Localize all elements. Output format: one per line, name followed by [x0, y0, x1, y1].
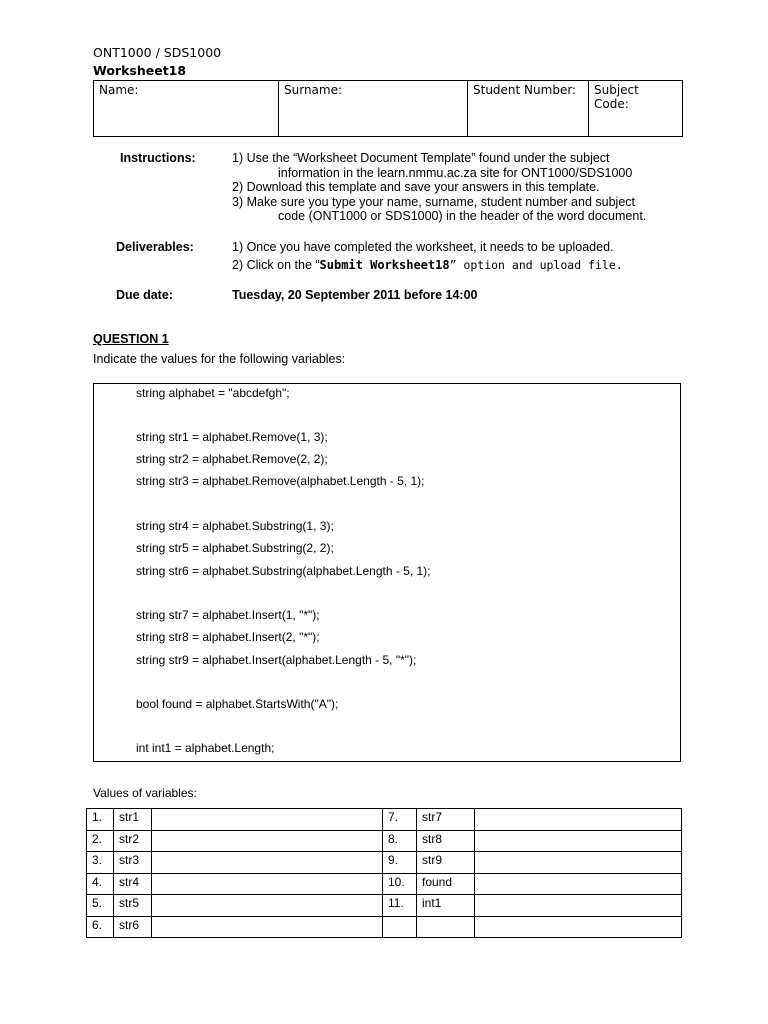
answer-cell[interactable]	[475, 916, 682, 938]
variable-name: str4	[114, 873, 152, 895]
surname-label: Surname:	[284, 83, 343, 97]
variable-name: str2	[114, 830, 152, 852]
variable-name: int1	[417, 895, 475, 917]
table-row	[87, 830, 682, 852]
subject-code-cell[interactable]	[589, 81, 683, 137]
row-number: 11.	[383, 895, 417, 917]
code-line: string str2 = alphabet.Remove(2, 2);	[136, 452, 328, 466]
table-row	[87, 852, 682, 874]
variable-name: str7	[417, 809, 475, 831]
instruction-1b: information in the learn.nmmu.ac.za site for ONT1000/SDS1000	[278, 165, 633, 180]
table-row	[87, 809, 682, 831]
code-line: string str5 = alphabet.Substring(2, 2);	[136, 541, 334, 555]
worksheet-title: Worksheet18	[93, 63, 187, 78]
row-number: 9.	[383, 852, 417, 874]
deliverable-2-post: ” option and upload file.	[449, 257, 623, 272]
name-cell[interactable]	[94, 81, 279, 137]
deliverables-list	[232, 240, 623, 272]
values-title: Values of variables:	[93, 786, 197, 800]
answer-cell[interactable]	[152, 895, 383, 917]
deliverable-1: 1) Once you have completed the worksheet, it needs to be uploaded.	[232, 240, 614, 254]
deliverable-2-pre: 2) Click on the “	[232, 257, 320, 272]
question-intro: Indicate the values for the following variables:	[93, 352, 346, 366]
answer-cell[interactable]	[475, 852, 682, 874]
row-number: 3.	[87, 852, 114, 874]
instruction-3a: 3) Make sure you type your name, surname, student number and subject	[232, 194, 635, 209]
code-line: string str9 = alphabet.Insert(alphabet.Length - 5, "*");	[136, 653, 417, 667]
deliverables-label: Deliverables:	[116, 240, 194, 254]
student-number-label: Student Number:	[473, 83, 577, 97]
code-box	[93, 383, 681, 762]
variable-name: str1	[114, 809, 152, 831]
variable-name: str6	[114, 916, 152, 938]
table-row	[87, 895, 682, 917]
deliverable-2	[232, 258, 623, 273]
code-line: bool found = alphabet.StartsWith("A");	[136, 697, 339, 711]
variable-name	[417, 916, 475, 938]
variable-name: str8	[417, 830, 475, 852]
row-number: 10.	[383, 873, 417, 895]
answer-cell[interactable]	[152, 852, 383, 874]
code-line: string alphabet = "abcdefgh";	[136, 386, 290, 400]
instructions-label: Instructions:	[120, 151, 196, 165]
row-number: 4.	[87, 873, 114, 895]
row-number: 8.	[383, 830, 417, 852]
answer-cell[interactable]	[475, 830, 682, 852]
student-info-table	[93, 80, 683, 137]
table-row	[87, 873, 682, 895]
table-row	[87, 916, 682, 938]
answer-cell[interactable]	[152, 830, 383, 852]
course-code: ONT1000 / SDS1000	[93, 45, 222, 60]
instructions-list	[232, 151, 646, 224]
due-date-value: Tuesday, 20 September 2011 before 14:00	[232, 288, 478, 302]
student-number-cell[interactable]	[468, 81, 589, 137]
row-number: 7.	[383, 809, 417, 831]
variable-name: found	[417, 873, 475, 895]
submit-worksheet-link-text: Submit Worksheet18	[319, 257, 450, 272]
surname-cell[interactable]	[279, 81, 468, 137]
code-line: string str3 = alphabet.Remove(alphabet.Length - 5, 1);	[136, 474, 425, 488]
subject-code-label: Subject Code:	[594, 83, 639, 111]
row-number: 6.	[87, 916, 114, 938]
code-line: string str7 = alphabet.Insert(1, "*");	[136, 608, 320, 622]
code-line: string str1 = alphabet.Remove(1, 3);	[136, 430, 328, 444]
code-line: string str8 = alphabet.Insert(2, "*");	[136, 630, 320, 644]
code-line: string str4 = alphabet.Substring(1, 3);	[136, 519, 334, 533]
due-date-label: Due date:	[116, 288, 173, 302]
name-label: Name:	[99, 83, 139, 97]
answer-cell[interactable]	[152, 809, 383, 831]
variable-name: str3	[114, 852, 152, 874]
answer-cell[interactable]	[152, 916, 383, 938]
question-title: QUESTION 1	[93, 332, 169, 346]
answer-cell[interactable]	[152, 873, 383, 895]
row-number: 1.	[87, 809, 114, 831]
variable-name: str5	[114, 895, 152, 917]
variable-name: str9	[417, 852, 475, 874]
code-line: int int1 = alphabet.Length;	[136, 741, 275, 755]
instruction-1a: 1) Use the “Worksheet Document Template” found under the subject	[232, 151, 610, 165]
answer-cell[interactable]	[475, 809, 682, 831]
answer-cell[interactable]	[475, 895, 682, 917]
answer-cell[interactable]	[475, 873, 682, 895]
code-line: string str6 = alphabet.Substring(alphabet.Length - 5, 1);	[136, 564, 431, 578]
instruction-3b: code (ONT1000 or SDS1000) in the header of the word document.	[278, 209, 647, 223]
instruction-2: 2) Download this template and save your answers in this template.	[232, 180, 600, 194]
values-table	[86, 808, 682, 938]
row-number: 5.	[87, 895, 114, 917]
row-number: 2.	[87, 830, 114, 852]
row-number	[383, 916, 417, 938]
